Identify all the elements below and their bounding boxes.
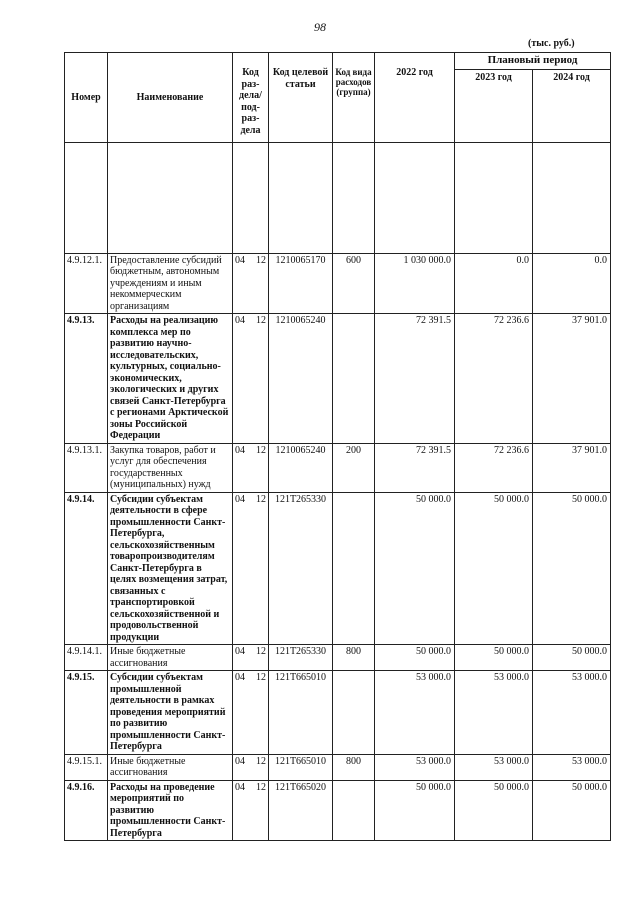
row-vid-code: 800 bbox=[333, 754, 375, 780]
header-plan-period: Плановый период bbox=[455, 53, 611, 70]
row-razdel bbox=[233, 754, 269, 780]
row-value-2024: 53 000.0 bbox=[533, 671, 611, 755]
row-value-2024: 53 000.0 bbox=[533, 754, 611, 780]
row-name: Предоставление субсидий бюджетным, автономным учреждениям и иным некоммерческим организациям bbox=[108, 253, 233, 314]
row-razdel-code: 04 bbox=[235, 755, 245, 767]
row-value-2023: 53 000.0 bbox=[455, 671, 533, 755]
row-value-2022: 1 030 000.0 bbox=[375, 253, 455, 314]
row-name: Иные бюджетные ассигнования bbox=[108, 645, 233, 671]
row-target-code: 1210065170 bbox=[269, 253, 333, 314]
row-vid-code bbox=[333, 671, 375, 755]
row-razdel bbox=[233, 492, 269, 645]
page-number: 98 bbox=[314, 20, 326, 34]
row-name: Иные бюджетные ассигнования bbox=[108, 754, 233, 780]
row-number: 4.9.14.1. bbox=[65, 645, 108, 671]
table-row bbox=[65, 492, 611, 645]
row-value-2022: 53 000.0 bbox=[375, 671, 455, 755]
row-value-2022: 50 000.0 bbox=[375, 645, 455, 671]
row-value-2023: 0.0 bbox=[455, 253, 533, 314]
row-vid-code: 600 bbox=[333, 253, 375, 314]
row-podrazdel-code: 12 bbox=[256, 493, 266, 505]
row-number: 4.9.12.1. bbox=[65, 253, 108, 314]
header-vid: Код вида расходов (группа) bbox=[333, 53, 375, 143]
row-razdel bbox=[233, 780, 269, 841]
row-target-code: 121Т265330 bbox=[269, 645, 333, 671]
row-value-2024: 37 901.0 bbox=[533, 443, 611, 492]
row-value-2023: 50 000.0 bbox=[455, 780, 533, 841]
header-target: Код целевой статьи bbox=[269, 53, 333, 143]
row-razdel bbox=[233, 443, 269, 492]
row-podrazdel-code: 12 bbox=[256, 672, 266, 683]
row-podrazdel-code: 12 bbox=[256, 254, 266, 266]
table-row bbox=[65, 754, 611, 780]
row-razdel bbox=[233, 253, 269, 314]
row-podrazdel-code: 12 bbox=[256, 646, 266, 657]
row-razdel-code: 04 bbox=[235, 254, 245, 266]
row-name: Субсидии субъектам промышленной деятельности в рамках проведения мероприятий по развитию промышленности Санкт-Петербурга bbox=[108, 671, 233, 755]
row-podrazdel-code: 12 bbox=[256, 755, 266, 767]
row-value-2024: 0.0 bbox=[533, 253, 611, 314]
budget-table bbox=[64, 52, 611, 841]
row-razdel bbox=[233, 314, 269, 444]
row-number: 4.9.13. bbox=[65, 314, 108, 444]
row-value-2022: 50 000.0 bbox=[375, 780, 455, 841]
row-vid-code: 800 bbox=[333, 645, 375, 671]
row-value-2023: 50 000.0 bbox=[455, 645, 533, 671]
row-value-2022: 72 391.5 bbox=[375, 443, 455, 492]
row-value-2023: 50 000.0 bbox=[455, 492, 533, 645]
header-2023: 2023 год bbox=[455, 69, 533, 142]
row-value-2023: 72 236.6 bbox=[455, 314, 533, 444]
row-name: Расходы на проведение мероприятий по развитию промышленности Санкт-Петербурга bbox=[108, 780, 233, 841]
row-vid-code: 200 bbox=[333, 443, 375, 492]
row-value-2024: 37 901.0 bbox=[533, 314, 611, 444]
row-target-code: 121Т665010 bbox=[269, 754, 333, 780]
row-razdel-code: 04 bbox=[235, 781, 245, 793]
row-number: 4.9.15.1. bbox=[65, 754, 108, 780]
row-name: Субсидии субъектам деятельности в сфере промышленности Санкт-Петербурга, сельскохозяйственным товаропроизводителям Санкт-Петербурга в целях возмещения затрат, связанных с транспортировкой сельскохозяйственной и продовольственной продукции bbox=[108, 492, 233, 645]
units-label: (тыс. руб.) bbox=[528, 38, 575, 49]
header-name: Наименование bbox=[108, 53, 233, 143]
row-value-2024: 50 000.0 bbox=[533, 645, 611, 671]
row-target-code: 1210065240 bbox=[269, 443, 333, 492]
row-value-2022: 50 000.0 bbox=[375, 492, 455, 645]
row-value-2024: 50 000.0 bbox=[533, 492, 611, 645]
row-target-code: 1210065240 bbox=[269, 314, 333, 444]
row-razdel-code: 04 bbox=[235, 315, 245, 326]
row-number: 4.9.15. bbox=[65, 671, 108, 755]
row-razdel-code: 04 bbox=[235, 493, 245, 505]
row-value-2022: 72 391.5 bbox=[375, 314, 455, 444]
table-row bbox=[65, 645, 611, 671]
row-target-code: 121Т665020 bbox=[269, 780, 333, 841]
header-spacer-row bbox=[65, 142, 611, 253]
row-razdel-code: 04 bbox=[235, 444, 245, 456]
header-row bbox=[65, 53, 611, 70]
table-row bbox=[65, 253, 611, 314]
row-number: 4.9.14. bbox=[65, 492, 108, 645]
header-2022: 2022 год bbox=[375, 53, 455, 143]
row-name: Закупка товаров, работ и услуг для обеспечения государственных (муниципальных) нужд bbox=[108, 443, 233, 492]
row-vid-code bbox=[333, 492, 375, 645]
table-row bbox=[65, 671, 611, 755]
table-row bbox=[65, 780, 611, 841]
row-podrazdel-code: 12 bbox=[256, 781, 266, 793]
row-target-code: 121Т665010 bbox=[269, 671, 333, 755]
row-podrazdel-code: 12 bbox=[256, 444, 266, 456]
row-razdel bbox=[233, 645, 269, 671]
header-razdel: Код раз- дела/ под- раз- дела bbox=[233, 53, 269, 143]
row-vid-code bbox=[333, 314, 375, 444]
row-razdel-code: 04 bbox=[235, 672, 245, 683]
row-razdel-code: 04 bbox=[235, 646, 245, 657]
row-name: Расходы на реализацию комплекса мер по развитию научно-исследовательских, культурных, социально-экономических, экологических и других связей Санкт-Петербурга с регионами Арктической зоны Российской Федерации bbox=[108, 314, 233, 444]
row-value-2023: 53 000.0 bbox=[455, 754, 533, 780]
row-value-2023: 72 236.6 bbox=[455, 443, 533, 492]
row-razdel bbox=[233, 671, 269, 755]
row-vid-code bbox=[333, 780, 375, 841]
row-podrazdel-code: 12 bbox=[256, 315, 266, 326]
table-row bbox=[65, 314, 611, 444]
header-2024: 2024 год bbox=[533, 69, 611, 142]
row-number: 4.9.13.1. bbox=[65, 443, 108, 492]
row-target-code: 121Т265330 bbox=[269, 492, 333, 645]
table-row bbox=[65, 443, 611, 492]
row-value-2024: 50 000.0 bbox=[533, 780, 611, 841]
row-number: 4.9.16. bbox=[65, 780, 108, 841]
header-number: Номер bbox=[65, 53, 108, 143]
row-value-2022: 53 000.0 bbox=[375, 754, 455, 780]
